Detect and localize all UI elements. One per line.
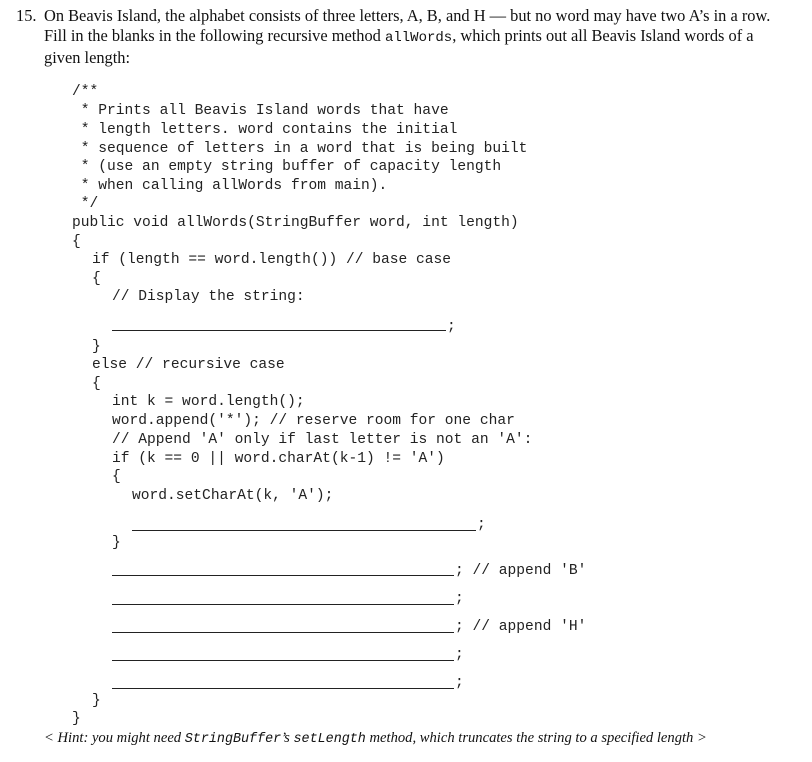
if-base-case: if (length == word.length()) // base case bbox=[92, 252, 452, 268]
blank-restore-length-semicolon: ; bbox=[455, 675, 464, 691]
hint bbox=[44, 729, 707, 749]
blank-recursive-call-h-semicolon: ; bbox=[455, 647, 464, 663]
blank-append-h[interactable] bbox=[112, 632, 454, 633]
doc-comment-line: */ bbox=[72, 196, 99, 212]
append-star-line: word.append('*'); // reserve room for one char bbox=[112, 413, 515, 429]
doc-comment-line: * length letters. word contains the initial bbox=[72, 122, 458, 138]
close-brace: } bbox=[112, 535, 121, 551]
method-name-code: allWords bbox=[384, 30, 453, 46]
blank-append-h-comment: ; // append 'H' bbox=[455, 619, 587, 635]
question-text-part2: , which prints out all Beavis Island words of a given length: bbox=[44, 26, 754, 67]
else-recursive-case: else // recursive case bbox=[92, 357, 285, 373]
open-brace: { bbox=[112, 469, 121, 485]
close-brace: } bbox=[92, 339, 101, 355]
hint-suffix: method, which truncates the string to a specified length > bbox=[365, 730, 707, 746]
hint-method-code: setLength bbox=[293, 732, 366, 747]
blank-append-b-comment: ; // append 'B' bbox=[455, 563, 587, 579]
open-brace: { bbox=[92, 271, 101, 287]
blank-append-b[interactable] bbox=[112, 575, 454, 576]
hint-apostrophe: ’s bbox=[281, 730, 294, 746]
blank-display[interactable] bbox=[112, 330, 446, 331]
hint-prefix: < Hint: you might need bbox=[44, 730, 185, 746]
hint-class-code: StringBuffer bbox=[184, 732, 282, 747]
blank-recursive-call-b[interactable] bbox=[112, 604, 454, 605]
doc-comment-line: * sequence of letters in a word that is being built bbox=[72, 141, 528, 157]
int-k-line: int k = word.length(); bbox=[112, 394, 305, 410]
question-number: 15. bbox=[16, 6, 37, 25]
blank-recursive-call-a[interactable] bbox=[132, 530, 476, 531]
append-a-comment: // Append 'A' only if last letter is not an 'A': bbox=[112, 432, 533, 448]
blank-recursive-call-a-semicolon: ; bbox=[477, 517, 486, 533]
doc-comment-line: /** bbox=[72, 84, 99, 100]
blank-display-semicolon: ; bbox=[447, 319, 456, 335]
set-char-line: word.setCharAt(k, 'A'); bbox=[132, 488, 334, 504]
doc-comment-line: * Prints all Beavis Island words that have bbox=[72, 103, 449, 119]
doc-comment-line: * when calling allWords from main). bbox=[72, 178, 388, 194]
if-charat-line: if (k == 0 || word.charAt(k-1) != 'A') bbox=[112, 451, 445, 467]
doc-comment-line: * (use an empty string buffer of capacity length bbox=[72, 159, 502, 175]
close-brace: } bbox=[92, 693, 101, 709]
open-brace: { bbox=[92, 376, 101, 392]
open-brace: { bbox=[72, 234, 81, 250]
blank-recursive-call-b-semicolon: ; bbox=[455, 591, 464, 607]
blank-recursive-call-h[interactable] bbox=[112, 660, 454, 661]
display-comment: // Display the string: bbox=[112, 289, 305, 305]
close-brace: } bbox=[72, 711, 81, 727]
question-text-part1: On Beavis Island, the alphabet consists of three letters, A, B, and H — but no word may have two A’s in a row. Fill in the blanks in the following recursive method bbox=[44, 6, 771, 45]
blank-restore-length[interactable] bbox=[112, 688, 454, 689]
question-text bbox=[44, 6, 784, 68]
method-signature: public void allWords(StringBuffer word, int length) bbox=[72, 215, 519, 231]
